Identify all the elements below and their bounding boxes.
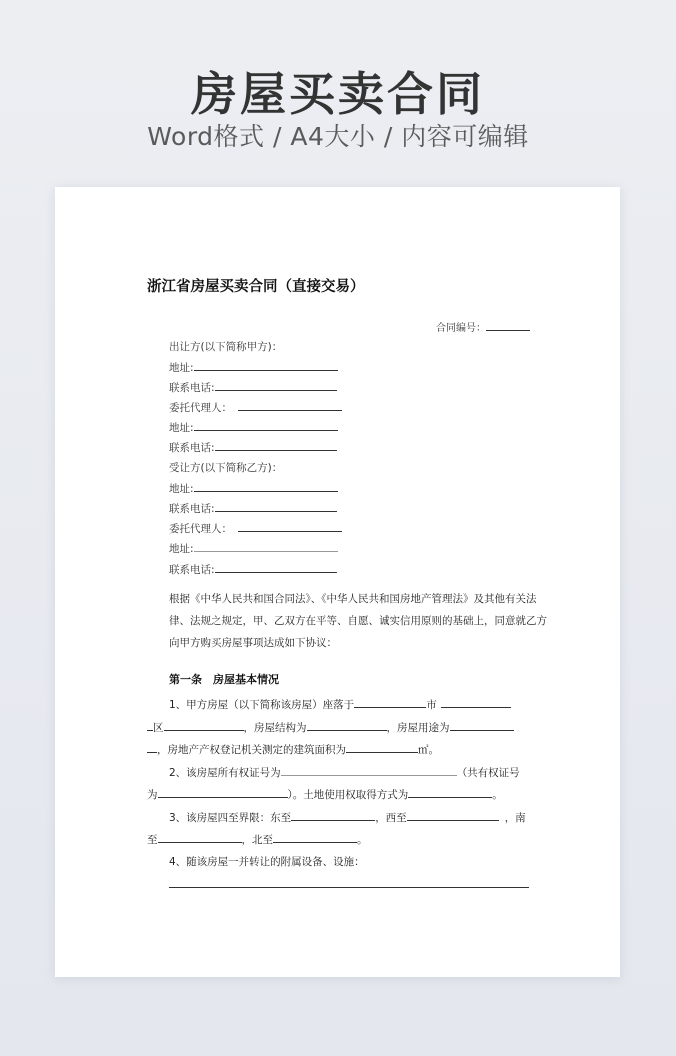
field-label: 委托代理人： [169, 523, 232, 535]
buyer-agent-phone-field [169, 562, 337, 577]
item-text: 2、该房屋所有权证号为 [169, 767, 281, 779]
preamble-paragraph [147, 588, 551, 654]
field-label: 联系电话: [169, 564, 215, 576]
item-text: 市 [426, 699, 437, 711]
item-text: ，南 [504, 812, 526, 824]
item-4-blank-line [147, 877, 551, 892]
buyer-agent-address-field [169, 541, 338, 556]
field-label: 联系电话: [169, 442, 215, 454]
item-text: ㎡。 [418, 744, 439, 756]
structure-blank-lead[interactable] [164, 720, 244, 731]
field-label: 地址: [169, 362, 194, 374]
seller-agent-address-field [169, 420, 338, 435]
buyer-phone-field [169, 501, 337, 516]
item-1-line-1 [147, 697, 551, 712]
item-text: 至 [147, 834, 158, 846]
field-label: 联系电话: [169, 503, 215, 515]
item-text: 4、随该房屋一并转让的附属设备、设施： [169, 856, 365, 868]
field-blank[interactable] [194, 420, 338, 431]
field-blank[interactable] [194, 360, 338, 371]
city-blank[interactable] [354, 697, 426, 708]
usage-blank-cont[interactable] [147, 742, 157, 753]
seller-agent-phone-field [169, 440, 337, 455]
contract-number-label: 合同编号： [436, 323, 486, 334]
preamble-text: 根据《中华人民共和国合同法》、《中华人民共和国房地产管理法》及其他有关法律、法规之规定，甲、乙双方在平等、自愿、诚实信用原则的基础上，同意就乙方向甲方购买房屋事项达成如下协议： [169, 593, 547, 649]
banner-title: 房屋买卖合同 [191, 67, 485, 121]
item-text: ，房屋用途为 [386, 722, 450, 734]
item-text: 区 [153, 722, 164, 734]
field-blank[interactable] [215, 440, 337, 451]
field-label: 地址: [169, 422, 194, 434]
item-text: （共有权证号 [456, 767, 520, 779]
item-text: ，房地产产权登记机关测定的建筑面积为 [157, 744, 346, 756]
field-blank[interactable] [238, 400, 342, 411]
co-certificate-blank[interactable] [158, 787, 288, 798]
field-blank[interactable] [215, 501, 337, 512]
banner-subtitle: Word格式 / A4大小 / 内容可编辑 [147, 122, 529, 151]
certificate-blank[interactable] [281, 765, 457, 776]
item-text: 。 [492, 789, 503, 801]
field-blank[interactable] [194, 541, 338, 552]
east-blank[interactable] [291, 810, 375, 821]
item-text: 为 [147, 789, 158, 801]
contract-number-blank[interactable] [486, 320, 530, 331]
item-1-line-2 [147, 720, 529, 735]
field-blank[interactable] [238, 521, 342, 532]
buyer-address-field [169, 481, 338, 496]
north-blank[interactable] [273, 832, 357, 843]
usage-blank[interactable] [450, 720, 514, 731]
west-blank[interactable] [407, 810, 499, 821]
area-blank[interactable] [346, 742, 418, 753]
field-label: 地址: [169, 483, 194, 495]
item-1-line-3 [147, 742, 529, 757]
item-text: 。 [357, 834, 368, 846]
field-label: 地址: [169, 543, 194, 555]
contract-number [436, 319, 530, 334]
facilities-blank[interactable] [169, 877, 529, 888]
item-4-line [147, 855, 551, 869]
buyer-heading: 受让方(以下简称乙方)： [169, 462, 283, 474]
south-blank[interactable] [158, 832, 242, 843]
structure-blank[interactable] [307, 720, 387, 731]
item-3-line-2 [147, 832, 529, 847]
item-3-line-1 [147, 810, 551, 825]
field-blank[interactable] [215, 380, 337, 391]
item-2-line-1 [147, 765, 551, 780]
item-text: ）。土地使用权取得方式为 [287, 789, 409, 801]
land-use-blank[interactable] [408, 787, 492, 798]
item-text: ，西至 [375, 812, 407, 824]
field-blank[interactable] [194, 481, 338, 492]
seller-heading: 出让方(以下简称甲方)： [169, 341, 283, 353]
field-label: 联系电话: [169, 382, 215, 394]
item-text: ，北至 [241, 834, 273, 846]
item-text: 3、该房屋四至界限：东至 [169, 812, 292, 824]
seller-agent-field [169, 400, 342, 415]
buyer-agent-field [169, 521, 342, 536]
document-page [55, 187, 620, 977]
document-title: 浙江省房屋买卖合同（直接交易） [147, 279, 365, 295]
field-label: 委托代理人： [169, 402, 232, 414]
item-text: ，房屋结构为 [243, 722, 307, 734]
seller-address-field [169, 360, 338, 375]
district-blank[interactable] [441, 697, 511, 708]
item-2-line-2 [147, 787, 529, 802]
article-1-heading: 第一条 房屋基本情况 [169, 673, 279, 686]
field-blank[interactable] [215, 562, 337, 573]
item-text: 1、甲方房屋（以下简称该房屋）座落于 [169, 699, 355, 711]
seller-phone-field [169, 380, 337, 395]
